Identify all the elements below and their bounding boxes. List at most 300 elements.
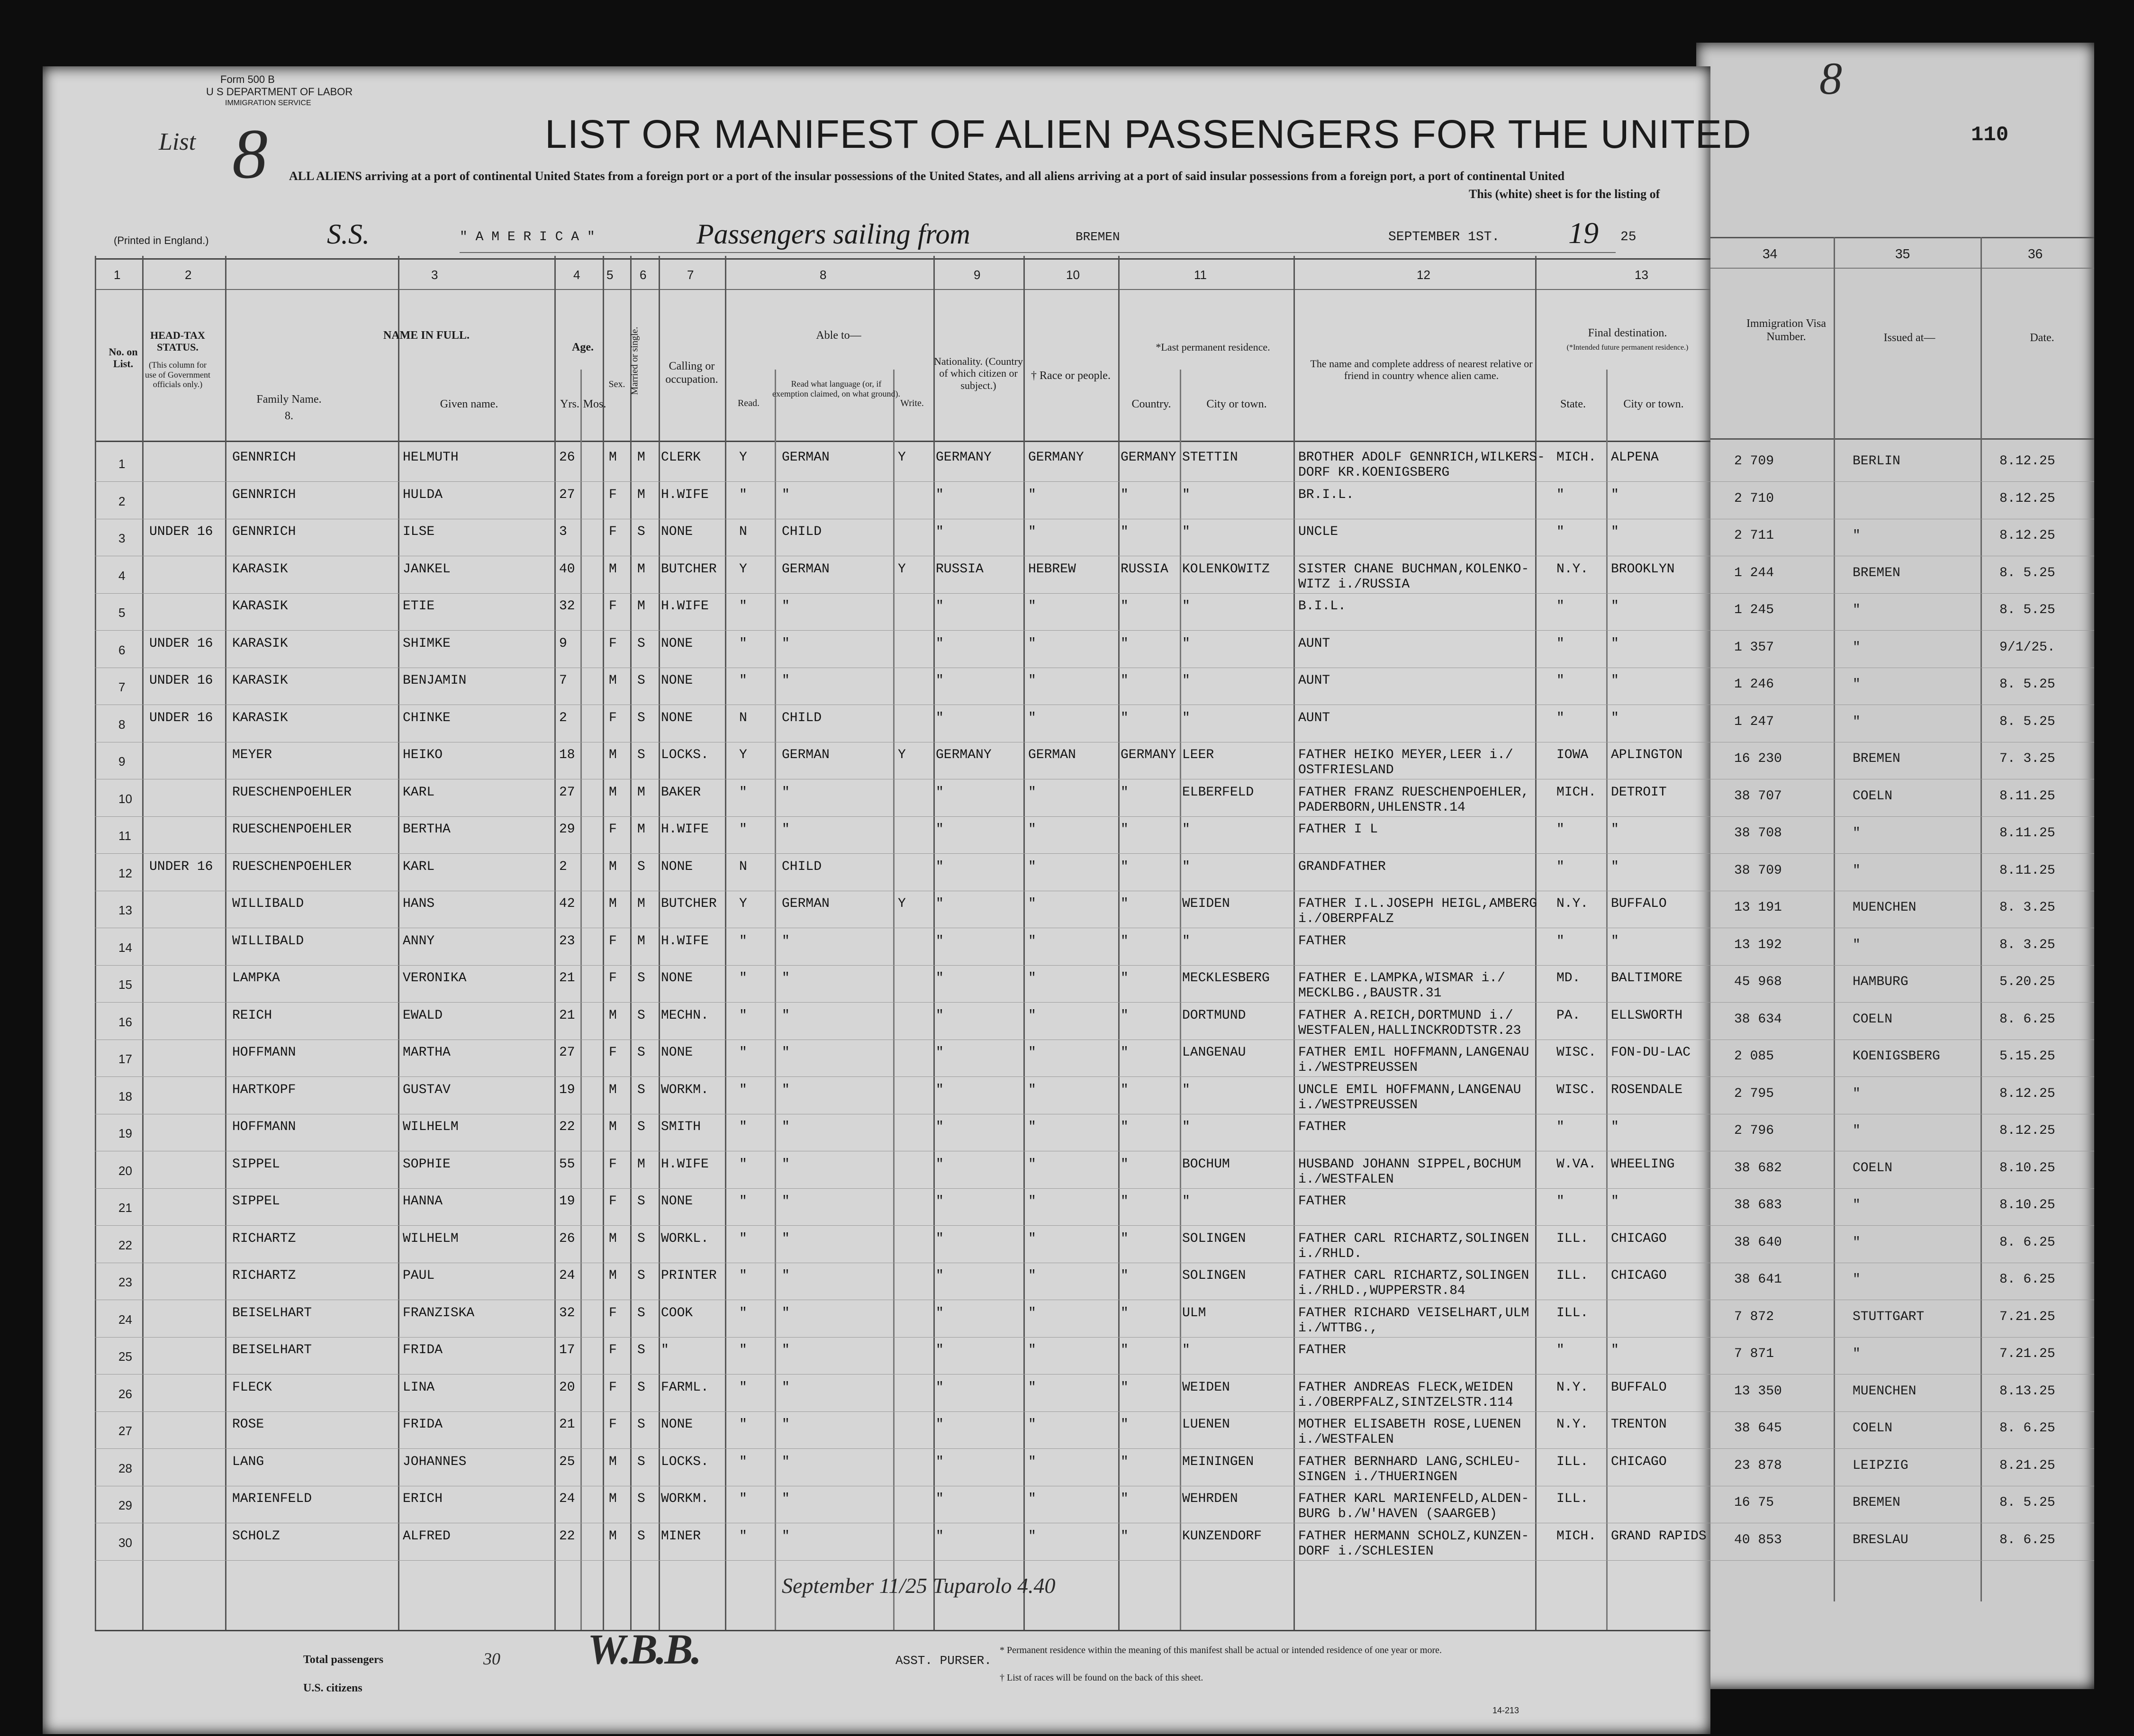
table-row [43, 743, 1710, 780]
visa-number-cell: 38 709 [1734, 863, 1782, 878]
row-rule [1696, 1225, 2094, 1226]
write-cell: Y [898, 748, 906, 762]
age-years-cell: 29 [559, 822, 575, 837]
race-cell: " [1028, 1492, 1036, 1506]
visa-date-cell: 8. 3.25 [1999, 900, 2055, 915]
row-rule [95, 1225, 1710, 1226]
visa-date-cell: 8.12.25 [1999, 491, 2055, 506]
header-rule-2 [1696, 268, 2094, 269]
table-row [43, 1189, 1710, 1226]
occupation-cell: BAKER [661, 785, 701, 800]
row-rule [1696, 481, 2094, 482]
age-years-cell: 55 [559, 1157, 575, 1172]
nationality-cell: RUSSIA [936, 561, 984, 577]
visa-number-cell: 1 245 [1734, 603, 1774, 617]
purser-label: ASST. PURSER. [895, 1654, 992, 1668]
state-cell: N.Y. [1556, 896, 1589, 911]
language-cell: " [782, 599, 790, 614]
sex-cell: F [609, 1045, 617, 1060]
issued-at-cell: COELN [1853, 788, 1893, 804]
family-name-value: 8. [285, 410, 293, 422]
age-years-cell: 26 [559, 450, 575, 465]
issued-at-cell: BREMEN [1853, 751, 1900, 766]
visa-row [1696, 1524, 2094, 1561]
read-cell: " [739, 1045, 747, 1060]
header-number-rule [95, 289, 1710, 290]
visa-number-cell: 23 878 [1734, 1458, 1782, 1473]
visa-number-cell: 16 230 [1734, 751, 1782, 766]
row-rule [95, 1448, 1710, 1449]
given-name-cell: LINA [403, 1380, 435, 1395]
marital-status-cell: S [637, 971, 645, 986]
relative-address-cell: i./WESTPREUSSEN [1298, 1060, 1418, 1075]
family-name-cell: MEYER [232, 748, 272, 762]
table-row [43, 1152, 1710, 1189]
relative-cell: FATHER I L [1298, 822, 1378, 837]
age-years-cell: 7 [559, 673, 567, 688]
row-rule [95, 1002, 1710, 1003]
occupation-cell: SMITH [661, 1120, 701, 1134]
country-cell: " [1121, 636, 1129, 651]
race-cell: " [1028, 1380, 1036, 1395]
row-number: 28 [118, 1461, 132, 1475]
service: IMMIGRATION SERVICE [225, 99, 311, 107]
visa-row [1696, 706, 2094, 743]
read-cell: " [739, 1231, 747, 1246]
visa-date-cell: 8. 5.25 [1999, 1495, 2055, 1510]
visa-number-cell: 38 683 [1734, 1198, 1782, 1212]
visa-row [1696, 1115, 2094, 1152]
country-cell: " [1121, 785, 1129, 800]
marital-status-cell: S [637, 1082, 645, 1097]
race-cell: " [1028, 1343, 1036, 1357]
family-name-cell: WILLIBALD [232, 896, 304, 911]
occupation-cell: FARML. [661, 1380, 709, 1395]
handwritten-note: September 11/25 Tuparolo 4.40 [782, 1573, 1056, 1598]
country-cell: " [1121, 1343, 1129, 1357]
occupation-cell: NONE [661, 1417, 693, 1432]
race-cell: " [1028, 1157, 1036, 1172]
nationality-cell: GERMANY [936, 450, 992, 465]
sex-cell: M [609, 1492, 617, 1506]
visa-row [1696, 743, 2094, 780]
nationality-cell: " [936, 1157, 944, 1172]
given-name-cell: GUSTAV [403, 1082, 451, 1097]
visa-date-cell: 7.21.25 [1999, 1347, 2055, 1361]
language-cell: " [782, 971, 790, 986]
visa-date-cell: 8. 5.25 [1999, 565, 2055, 580]
marital-status-cell: S [637, 1231, 645, 1246]
header-bottom-rule [95, 441, 1710, 442]
visa-row [1696, 892, 2094, 929]
relative-cell: UNCLE EMIL HOFFMANN,LANGENAU [1298, 1082, 1521, 1097]
issued-at-cell: " [1853, 714, 1861, 729]
read-cell: " [739, 1194, 747, 1209]
header-top-rule [95, 258, 1710, 260]
write-cell: Y [898, 561, 906, 577]
visa-date-cell: 8. 5.25 [1999, 677, 2055, 692]
language-cell: GERMAN [782, 450, 830, 465]
age-years-cell: 24 [559, 1268, 575, 1283]
column-number: 12 [1417, 268, 1430, 282]
visa-row [1696, 1338, 2094, 1375]
occupation-cell: PRINTER [661, 1268, 717, 1283]
age-years-cell: 32 [559, 599, 575, 614]
given-name-cell: WILHELM [403, 1120, 459, 1134]
country-header: Country. [1131, 398, 1171, 410]
row-number: 30 [118, 1535, 132, 1550]
country-cell: " [1121, 1082, 1129, 1097]
family-name-cell: LAMPKA [232, 971, 280, 986]
issued-at-cell: BERLIN [1853, 454, 1900, 469]
write-cell: Y [898, 896, 906, 911]
head-tax-cell: UNDER 16 [149, 710, 213, 725]
total-passengers-label: Total passengers [303, 1654, 384, 1666]
marital-status-cell: S [637, 710, 645, 725]
age-years-cell: 22 [559, 1120, 575, 1134]
header-rule-3 [1696, 438, 2094, 440]
row-number: 14 [118, 940, 132, 955]
manifest-title: LIST OR MANIFEST OF ALIEN PASSENGERS FOR THE UNITED [545, 112, 1752, 156]
occupation-cell: H.WIFE [661, 933, 709, 949]
relative-address-cell: DORF KR.KOENIGSBERG [1298, 465, 1450, 480]
read-cell: " [739, 1305, 747, 1320]
visa-number-cell: 45 968 [1734, 975, 1782, 989]
state-cell: " [1556, 710, 1564, 725]
race-cell: " [1028, 673, 1036, 688]
department: U S DEPARTMENT OF LABOR [206, 86, 353, 98]
write-cell: Y [898, 450, 906, 465]
form-number: Form 500 B [220, 73, 275, 85]
occupation-cell: NONE [661, 1045, 693, 1060]
read-cell: " [739, 599, 747, 614]
country-cell: GERMANY [1121, 748, 1176, 762]
family-name-cell: BEISELHART [232, 1343, 312, 1357]
visa-number-cell: 13 192 [1734, 937, 1782, 952]
visa-date-cell: 8.10.25 [1999, 1198, 2055, 1212]
visa-number-cell: 38 641 [1734, 1272, 1782, 1287]
nationality-cell: " [936, 487, 944, 502]
row-number: 4 [118, 568, 126, 583]
visa-row [1696, 632, 2094, 669]
printed-in: (Printed in England.) [114, 235, 209, 246]
state-cell: " [1556, 1343, 1564, 1357]
sex-cell: F [609, 971, 617, 986]
visa-row [1696, 483, 2094, 520]
issued-at-cell: " [1853, 1086, 1861, 1101]
row-number: 26 [118, 1386, 132, 1401]
country-cell: " [1121, 1157, 1129, 1172]
nationality-cell: " [936, 785, 944, 800]
country-cell: " [1121, 1454, 1129, 1469]
row-number: 10 [118, 791, 132, 806]
city-cell: " [1182, 524, 1190, 539]
city-cell: " [1182, 1194, 1190, 1209]
visa-date-cell: 8.12.25 [1999, 454, 2055, 469]
sex-cell: M [609, 673, 617, 688]
dest-city-cell: " [1611, 487, 1619, 502]
nationality-cell: " [936, 524, 944, 539]
nationality-cell: " [936, 599, 944, 614]
given-name-cell: ALFRED [403, 1528, 451, 1544]
state-cell: ILL. [1556, 1231, 1589, 1246]
footer-note-2: † List of races will be found on the back of this sheet. [1000, 1673, 1203, 1683]
relative-cell: B.I.L. [1298, 599, 1346, 614]
country-cell: " [1121, 859, 1129, 874]
country-cell: " [1121, 524, 1129, 539]
race-cell: GERMANY [1028, 450, 1084, 465]
age-years-cell: 21 [559, 1008, 575, 1023]
country-cell: " [1121, 1194, 1129, 1209]
read-cell: " [739, 1082, 747, 1097]
city-cell: ULM [1182, 1305, 1206, 1320]
city-cell: WEIDEN [1182, 896, 1230, 911]
language-cell: " [782, 1492, 790, 1506]
city-cell: MECKLESBERG [1182, 971, 1270, 986]
sex-cell: F [609, 1194, 617, 1209]
row-rule [1696, 1411, 2094, 1412]
table-row [43, 1487, 1710, 1524]
language-cell: " [782, 1120, 790, 1134]
age-years-cell: 42 [559, 896, 575, 911]
visa-date-cell: 5.20.25 [1999, 975, 2055, 989]
state-cell: PA. [1556, 1008, 1581, 1023]
language-cell: " [782, 1417, 790, 1432]
state-cell: " [1556, 487, 1564, 502]
state-cell: W.VA. [1556, 1157, 1597, 1172]
race-header: † Race or people. [1031, 370, 1111, 382]
visa-row [1696, 1412, 2094, 1449]
marital-status-cell: S [637, 1492, 645, 1506]
relative-cell: AUNT [1298, 710, 1330, 725]
relative-cell: MOTHER ELISABETH ROSE,LUENEN [1298, 1417, 1521, 1432]
marital-status-cell: S [637, 859, 645, 874]
visa-date-cell: 8.11.25 [1999, 788, 2055, 804]
table-row [43, 892, 1710, 929]
occupation-cell: NONE [661, 673, 693, 688]
family-name-cell: RUESCHENPOEHLER [232, 785, 352, 800]
read-cell: Y [739, 896, 747, 911]
state-cell: MD. [1556, 971, 1581, 986]
issued-at-cell: " [1853, 863, 1861, 878]
dest-city-header: City or town. [1623, 398, 1684, 410]
nationality-cell: " [936, 896, 944, 911]
occupation-cell: CLERK [661, 450, 701, 465]
visa-row [1696, 855, 2094, 892]
city-cell: SOLINGEN [1182, 1268, 1246, 1283]
read-cell: " [739, 1008, 747, 1023]
family-name-cell: SIPPEL [232, 1157, 280, 1172]
country-cell: RUSSIA [1121, 561, 1168, 577]
relative-cell: FATHER [1298, 1194, 1346, 1209]
city-cell: KUNZENDORF [1182, 1528, 1262, 1544]
manifest-subtitle-2: This (white) sheet is for the listing of [1469, 187, 1660, 201]
family-name-cell: RUESCHENPOEHLER [232, 822, 352, 837]
age-years-cell: 19 [559, 1082, 575, 1097]
state-cell: ILL. [1556, 1492, 1589, 1506]
given-name-cell: ANNY [403, 933, 435, 949]
read-header: Read. [737, 398, 760, 408]
table-row [43, 1412, 1710, 1449]
issued-at-cell: " [1853, 826, 1861, 841]
visa-date-cell: 8. 6.25 [1999, 1235, 2055, 1250]
visa-date-cell: 8.12.25 [1999, 1086, 2055, 1101]
dest-city-cell: " [1611, 1343, 1619, 1357]
language-cell: GERMAN [782, 561, 830, 577]
dest-city-cell: CHICAGO [1611, 1454, 1667, 1469]
visa-date-cell: 8. 5.25 [1999, 603, 2055, 617]
visa-row [1696, 1189, 2094, 1226]
state-cell: N.Y. [1556, 1417, 1589, 1432]
given-name-cell: PAUL [403, 1268, 435, 1283]
head-tax-cell: UNDER 16 [149, 859, 213, 874]
occupation-cell: LOCKS. [661, 1454, 709, 1469]
marital-status-cell: S [637, 1120, 645, 1134]
issued-at-cell: " [1853, 603, 1861, 617]
row-rule [95, 481, 1710, 482]
given-name-cell: BERTHA [403, 822, 451, 837]
given-name-cell: HANNA [403, 1194, 443, 1209]
occupation-cell: NONE [661, 859, 693, 874]
read-cell: " [739, 1157, 747, 1172]
relative-cell: AUNT [1298, 673, 1330, 688]
occupation-cell: H.WIFE [661, 599, 709, 614]
language-cell: " [782, 1157, 790, 1172]
row-number: 17 [118, 1052, 132, 1066]
city-cell: " [1182, 1082, 1190, 1097]
sheet-mark: 8 [1819, 53, 1842, 104]
visa-number-cell: 38 645 [1734, 1421, 1782, 1436]
language-cell: GERMAN [782, 748, 830, 762]
occupation-cell: NONE [661, 524, 693, 539]
given-name-cell: FRANZISKA [403, 1305, 475, 1320]
issued-at-cell: BREMEN [1853, 1495, 1900, 1510]
sex-cell: M [609, 896, 617, 911]
visa-row [1696, 1004, 2094, 1040]
relative-address-cell: i./WESTPREUSSEN [1298, 1097, 1418, 1112]
city-cell: " [1182, 1343, 1190, 1357]
language-cell: " [782, 1268, 790, 1283]
given-name-cell: VERONIKA [403, 971, 467, 986]
age-years-cell: 19 [559, 1194, 575, 1209]
city-cell: LUENEN [1182, 1417, 1230, 1432]
read-cell: " [739, 785, 747, 800]
issued-at-cell: " [1853, 640, 1861, 655]
read-cell: Y [739, 561, 747, 577]
race-cell: " [1028, 1417, 1036, 1432]
visa-number-cell: 2 085 [1734, 1049, 1774, 1064]
relative-address-cell: i./RHLD.,WUPPERSTR.84 [1298, 1284, 1465, 1298]
occupation-cell: LOCKS. [661, 748, 709, 762]
state-cell: " [1556, 1194, 1564, 1209]
read-cell: N [739, 524, 747, 539]
table-row [43, 520, 1710, 557]
row-rule [1696, 1076, 2094, 1077]
dest-city-cell: BUFFALO [1611, 1380, 1667, 1395]
marital-status-cell: S [637, 524, 645, 539]
language-cell: CHILD [782, 859, 822, 874]
country-cell: " [1121, 1417, 1129, 1432]
visa-row [1696, 929, 2094, 966]
age-years-cell: 17 [559, 1343, 575, 1357]
ship-name: " A M E R I C A " [460, 230, 595, 244]
state-cell: ILL. [1556, 1268, 1589, 1283]
row-rule [95, 853, 1710, 854]
row-number: 23 [118, 1275, 132, 1289]
country-cell: " [1121, 1528, 1129, 1544]
race-cell: " [1028, 1194, 1036, 1209]
sex-cell: M [609, 1008, 617, 1023]
race-cell: " [1028, 1231, 1036, 1246]
marital-status-cell: S [637, 1268, 645, 1283]
row-rule [95, 630, 1710, 631]
age-years-cell: 40 [559, 561, 575, 577]
age-years-cell: 2 [559, 710, 567, 725]
footer-note-1: * Permanent residence within the meaning of this manifest shall be actual or intended residence of one year or more. [1000, 1645, 1442, 1655]
relative-address-cell: i./WESTFALEN [1298, 1432, 1394, 1447]
ss-label: S.S. [327, 218, 370, 250]
issued-at-cell: " [1853, 937, 1861, 952]
dest-city-cell: " [1611, 859, 1619, 874]
visa-number-cell: 13 191 [1734, 900, 1782, 915]
relative-address-cell: OSTFRIESLAND [1298, 763, 1394, 778]
family-name-cell: SCHOLZ [232, 1528, 280, 1544]
country-cell: " [1121, 1380, 1129, 1395]
row-number: 27 [118, 1424, 132, 1438]
relative-address-cell: SINGEN i./THUERINGEN [1298, 1469, 1458, 1484]
manifest-sheet [43, 66, 1752, 1734]
table-row [43, 1450, 1710, 1487]
issued-at-cell: " [1853, 1272, 1861, 1287]
row-rule [95, 1076, 1710, 1077]
sex-cell: F [609, 1343, 617, 1357]
relative-address-cell: PADERBORN,UHLENSTR.14 [1298, 800, 1465, 815]
state-cell: " [1556, 524, 1564, 539]
read-cell: " [739, 1417, 747, 1432]
sex-cell: M [609, 1528, 617, 1544]
country-cell: " [1121, 1231, 1129, 1246]
table-row [43, 483, 1710, 520]
language-cell: " [782, 1380, 790, 1395]
relative-cell: FATHER E.LAMPKA,WISMAR i./ [1298, 971, 1505, 986]
sex-cell: M [609, 748, 617, 762]
visa-number-cell: 7 872 [1734, 1309, 1774, 1324]
marital-status-cell: M [637, 896, 645, 911]
table-row [43, 966, 1710, 1003]
state-cell: " [1556, 673, 1564, 688]
row-number: 20 [118, 1163, 132, 1178]
married-header: Married or single. [629, 326, 640, 395]
read-cell: " [739, 1454, 747, 1469]
relative-cell: FATHER [1298, 1120, 1346, 1134]
read-cell: Y [739, 748, 747, 762]
nationality-cell: GERMANY [936, 748, 992, 762]
visa-row [1696, 1375, 2094, 1412]
row-number: 8 [118, 717, 126, 732]
yrs-header: Yrs. [560, 398, 579, 410]
head-tax-header: HEAD-TAX STATUS. [150, 329, 205, 353]
read-cell: " [739, 1268, 747, 1283]
issued-at-header: Issued at— [1883, 332, 1935, 344]
relative-cell: FATHER [1298, 1343, 1346, 1357]
sailing-line [460, 252, 1616, 253]
race-cell: " [1028, 1120, 1036, 1134]
issued-at-cell: " [1853, 528, 1861, 543]
us-citizens-label: U.S. citizens [303, 1682, 362, 1694]
visa-date-cell: 8. 6.25 [1999, 1421, 2055, 1436]
issued-at-cell: LEIPZIG [1853, 1458, 1908, 1473]
column-number: 8 [820, 268, 827, 282]
